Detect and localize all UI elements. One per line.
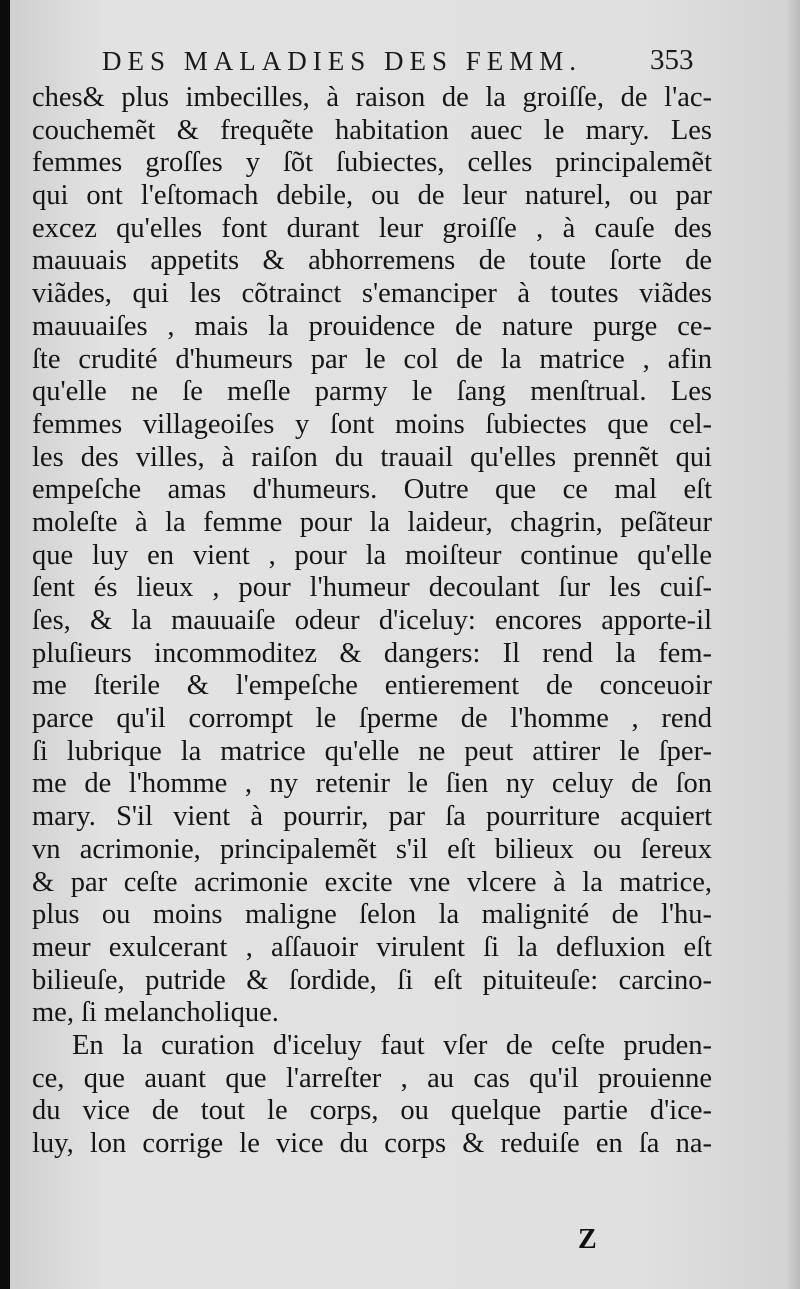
text-line: pluſieurs incommoditez & dangers: Il rend la fem- bbox=[32, 637, 712, 669]
text-line: empeſche amas d'humeurs. Outre que ce mal eſt bbox=[32, 474, 712, 506]
text-line: me de l'homme , ny retenir le ſien ny celuy de ſon bbox=[32, 768, 712, 800]
text-line: parce qu'il corrompt le ſperme de l'homme , rend bbox=[32, 703, 712, 735]
text-line: que luy en vient , pour la moiſteur continue qu'elle bbox=[32, 539, 712, 571]
text-line: bilieuſe, putride & ſordide, ſi eſt pituiteuſe: carcino- bbox=[32, 964, 712, 996]
text-line: me ſterile & l'empeſche entierement de conceuoir bbox=[32, 670, 712, 702]
body-text bbox=[32, 82, 712, 1161]
text-line: qu'elle ne ſe meſle parmy le ſang menſtrual. Les bbox=[32, 376, 712, 408]
text-line: & par ceſte acrimonie excite vne vlcere à la matrice, bbox=[32, 866, 712, 898]
text-line: ches& plus imbecilles, à raison de la groiſſe, de l'ac- bbox=[32, 82, 712, 113]
text-line: couchemẽt & frequẽte habitation auec le mary. Les bbox=[32, 114, 712, 146]
page-number: 353 bbox=[650, 44, 694, 76]
text-line: ſent és lieux , pour l'humeur decoulant ſur les cuiſ- bbox=[32, 572, 712, 604]
text-line: vn acrimonie, principalemẽt s'il eſt bilieux ou ſereux bbox=[32, 833, 712, 865]
text-line: femmes groſſes y ſõt ſubiectes, celles principalemẽt bbox=[32, 147, 712, 179]
text-line: plus ou moins maligne ſelon la malignité de l'hu- bbox=[32, 899, 712, 931]
text-line: moleſte à la femme pour la laideur, chagrin, peſãteur bbox=[32, 506, 712, 538]
text-line: luy, lon corrige le vice du corps & reduiſe en ſa na- bbox=[32, 1128, 712, 1159]
text-line: ſi lubrique la matrice qu'elle ne peut attirer le ſper- bbox=[32, 735, 712, 767]
text-line: ſte crudité d'humeurs par le col de la matrice , afin bbox=[32, 343, 712, 375]
page-header bbox=[10, 42, 800, 82]
text-line: qui ont l'eſtomach debile, ou de leur naturel, ou par bbox=[32, 180, 712, 212]
text-line: mary. S'il vient à pourrir, par ſa pourriture acquiert bbox=[32, 801, 712, 833]
text-line: meur exulcerant , aſſauoir virulent ſi la defluxion eſt bbox=[32, 931, 712, 963]
text-line: excez qu'elles font durant leur groiſſe , à cauſe des bbox=[32, 212, 712, 244]
text-line: En la curation d'iceluy faut vſer de ceſte pruden- bbox=[72, 1029, 712, 1061]
page-edge-shadow bbox=[786, 0, 800, 1289]
text-line: me, ſi melancholique. bbox=[32, 997, 279, 1029]
text-line: viãdes, qui les cõtrainct s'emanciper à toutes viãdes bbox=[32, 278, 712, 310]
signature-mark: Z bbox=[578, 1224, 597, 1255]
running-title: DES MALADIES DES FEMM. bbox=[102, 46, 583, 76]
text-line: femmes villageoiſes y ſont moins ſubiectes que cel- bbox=[32, 408, 712, 440]
text-line: ſes, & la mauuaiſe odeur d'iceluy: encores apporte-il bbox=[32, 605, 712, 636]
book-page bbox=[10, 0, 800, 1289]
text-line: du vice de tout le corps, ou quelque partie d'ice- bbox=[32, 1095, 712, 1127]
text-line: mauuais appetits & abhorremens de toute ſorte de bbox=[32, 245, 712, 277]
text-line: ce, que auant que l'arreſter , au cas qu'il prouienne bbox=[32, 1062, 712, 1094]
text-line: les des villes, à raiſon du trauail qu'elles prennẽt qui bbox=[32, 441, 712, 473]
text-line: mauuaiſes , mais la prouidence de nature purge ce- bbox=[32, 310, 712, 342]
